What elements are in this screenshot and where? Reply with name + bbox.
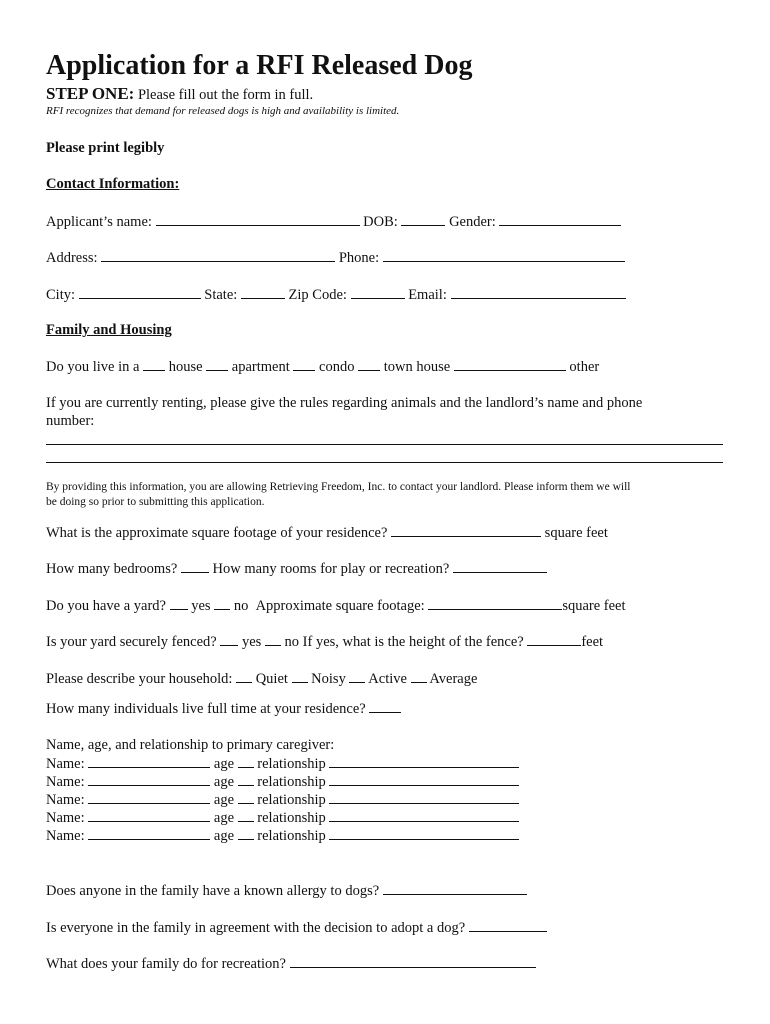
rooms-row: [46, 559, 547, 578]
recreation-field[interactable]: [290, 954, 536, 968]
renting-answer-line-2[interactable]: [46, 462, 723, 463]
state-field[interactable]: [241, 285, 285, 299]
agreement-row: [46, 918, 547, 937]
individuals-question: How many individuals live full time at your residence?: [46, 701, 366, 717]
household-row: [46, 669, 477, 688]
zip-field[interactable]: [351, 285, 405, 299]
member-age-label: age: [213, 774, 235, 790]
step-text: Please fill out the form in full.: [137, 87, 314, 103]
member-age-label: age: [213, 810, 235, 826]
other-option: other: [569, 359, 600, 375]
member-relationship-field[interactable]: [329, 772, 519, 786]
average-option: Average: [429, 671, 478, 687]
sqft-field[interactable]: [391, 523, 541, 537]
member-age-field[interactable]: [238, 808, 254, 822]
member-relationship-label: relationship: [257, 792, 326, 808]
noisy-check-field[interactable]: [292, 669, 308, 683]
yard-question: Do you have a yard?: [46, 598, 166, 614]
bedrooms-field[interactable]: [181, 559, 209, 573]
active-check-field[interactable]: [349, 669, 365, 683]
recreation-row: [46, 954, 536, 973]
house-option: house: [168, 359, 203, 375]
member-age-field[interactable]: [238, 790, 254, 804]
member-name-field[interactable]: [88, 790, 210, 804]
member-row: [46, 790, 519, 809]
yard-row: [46, 596, 626, 615]
active-option: Active: [368, 671, 407, 687]
quiet-option: Quiet: [255, 671, 288, 687]
yard-sqft-label: Approximate square footage:: [255, 598, 425, 614]
fence-no-field[interactable]: [265, 632, 281, 646]
member-relationship-field[interactable]: [329, 808, 519, 822]
address-field[interactable]: [101, 248, 335, 262]
applicant-name-label: Applicant’s name:: [46, 214, 152, 230]
member-name-label: Name:: [46, 810, 85, 826]
dob-field[interactable]: [401, 212, 445, 226]
sqft-unit: square feet: [544, 525, 608, 541]
member-name-field[interactable]: [88, 826, 210, 840]
other-field[interactable]: [454, 357, 566, 371]
email-field[interactable]: [451, 285, 626, 299]
noisy-option: Noisy: [311, 671, 346, 687]
member-relationship-label: relationship: [257, 774, 326, 790]
sqft-question: What is the approximate square footage of your residence?: [46, 525, 388, 541]
contact-heading: Contact Information:: [46, 176, 180, 192]
member-row: [46, 826, 519, 845]
member-name-field[interactable]: [88, 808, 210, 822]
fence-height-field[interactable]: [527, 632, 581, 646]
live-in-label: Do you live in a: [46, 359, 140, 375]
form-title: Application for a RFI Released Dog: [46, 50, 473, 81]
family-heading: Family and Housing: [46, 322, 172, 338]
email-label: Email:: [408, 287, 447, 303]
fence-height-unit: feet: [581, 634, 604, 650]
member-age-label: age: [213, 828, 235, 844]
applicant-name-field[interactable]: [156, 212, 360, 226]
rooms-field[interactable]: [453, 559, 547, 573]
step-label: STEP ONE:: [46, 84, 135, 103]
member-relationship-field[interactable]: [329, 790, 519, 804]
yard-yes-field[interactable]: [170, 596, 188, 610]
household-question: Please describe your household:: [46, 671, 233, 687]
gender-field[interactable]: [499, 212, 621, 226]
renting-answer-line-1[interactable]: [46, 444, 723, 445]
member-name-label: Name:: [46, 756, 85, 772]
member-row: [46, 808, 519, 827]
individuals-row: [46, 699, 401, 718]
fence-yes-field[interactable]: [220, 632, 238, 646]
fence-height-question: no If yes, what is the height of the fence?: [284, 634, 524, 650]
recreation-question: What does your family do for recreation?: [46, 956, 286, 972]
agreement-field[interactable]: [469, 918, 547, 932]
allergy-field[interactable]: [383, 881, 527, 895]
renting-question-line1: If you are currently renting, please give the rules regarding animals and the landlord’s name and phone: [46, 395, 643, 411]
individuals-field[interactable]: [369, 699, 401, 713]
landlord-consent-line2: be doing so prior to submitting this application.: [46, 496, 265, 508]
sqft-row: [46, 523, 608, 542]
yard-yes-label: yes: [191, 598, 211, 614]
member-relationship-field[interactable]: [329, 754, 519, 768]
rooms-question: How many rooms for play or recreation?: [212, 561, 450, 577]
caregiver-heading: Name, age, and relationship to primary caregiver:: [46, 737, 335, 753]
city-field[interactable]: [79, 285, 201, 299]
bedrooms-question: How many bedrooms?: [46, 561, 178, 577]
yard-no-label: no: [233, 598, 249, 614]
phone-label: Phone:: [338, 250, 380, 266]
member-name-label: Name:: [46, 828, 85, 844]
yard-sqft-field[interactable]: [428, 596, 562, 610]
member-name-field[interactable]: [88, 754, 210, 768]
average-check-field[interactable]: [411, 669, 427, 683]
yard-no-field[interactable]: [214, 596, 230, 610]
gender-label: Gender:: [449, 214, 496, 230]
member-age-label: age: [213, 756, 235, 772]
zip-label: Zip Code:: [288, 287, 347, 303]
townhouse-option: town house: [383, 359, 451, 375]
member-name-field[interactable]: [88, 772, 210, 786]
member-relationship-label: relationship: [257, 810, 326, 826]
landlord-consent-line1: By providing this information, you are allowing Retrieving Freedom, Inc. to contact your landlord. Please inform them we will: [46, 481, 631, 493]
fence-row: [46, 632, 603, 651]
member-age-field[interactable]: [238, 826, 254, 840]
member-name-label: Name:: [46, 792, 85, 808]
member-age-field[interactable]: [238, 772, 254, 786]
state-label: State:: [204, 287, 238, 303]
renting-question-line2: number:: [46, 413, 95, 429]
member-age-field[interactable]: [238, 754, 254, 768]
yard-sqft-unit: square feet: [562, 598, 626, 614]
print-legibly-heading: Please print legibly: [46, 140, 165, 156]
address-row: [46, 248, 625, 267]
townhouse-check-field[interactable]: [358, 357, 380, 371]
member-name-label: Name:: [46, 774, 85, 790]
member-age-label: age: [213, 792, 235, 808]
city-row: [46, 285, 626, 304]
member-relationship-label: relationship: [257, 828, 326, 844]
apartment-option: apartment: [231, 359, 290, 375]
member-row: [46, 754, 519, 773]
allergy-question: Does anyone in the family have a known allergy to dogs?: [46, 883, 380, 899]
allergy-row: [46, 881, 527, 900]
applicant-row: [46, 212, 621, 231]
step-instruction: [46, 84, 313, 105]
residence-type-row: [46, 357, 599, 376]
fence-question: Is your yard securely fenced?: [46, 634, 217, 650]
agreement-question: Is everyone in the family in agreement with the decision to adopt a dog?: [46, 920, 466, 936]
dob-label: DOB:: [363, 214, 398, 230]
condo-option: condo: [319, 359, 355, 375]
member-relationship-field[interactable]: [329, 826, 519, 840]
house-check-field[interactable]: [143, 357, 165, 371]
apartment-check-field[interactable]: [206, 357, 228, 371]
member-row: [46, 772, 519, 791]
member-relationship-label: relationship: [257, 756, 326, 772]
fence-yes-label: yes: [241, 634, 262, 650]
availability-note: RFI recognizes that demand for released dogs is high and availability is limited.: [46, 105, 400, 117]
address-label: Address:: [46, 250, 98, 266]
phone-field[interactable]: [383, 248, 625, 262]
city-label: City:: [46, 287, 76, 303]
condo-check-field[interactable]: [293, 357, 315, 371]
quiet-check-field[interactable]: [236, 669, 252, 683]
